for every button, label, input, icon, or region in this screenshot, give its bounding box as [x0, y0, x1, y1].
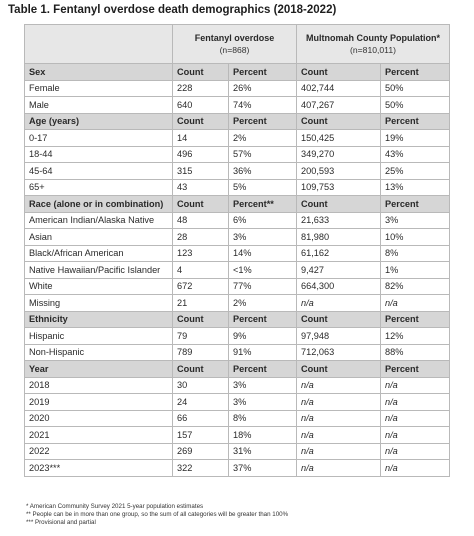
- value-cell: 21: [173, 295, 229, 312]
- value-cell: 407,267: [297, 97, 381, 114]
- section-header-row: [25, 311, 450, 328]
- section-header-row: [25, 64, 450, 81]
- table-body: [25, 25, 450, 477]
- value-cell: 57%: [229, 146, 297, 163]
- section-column-header: Count: [297, 311, 381, 328]
- section-header-row: [25, 361, 450, 378]
- value-cell: 2%: [229, 295, 297, 312]
- value-cell: 200,593: [297, 163, 381, 180]
- section-label: Year: [25, 361, 173, 378]
- footnote: * American Community Survey 2021 5-year population estimates: [26, 503, 204, 510]
- section-label: Race (alone or in combination): [25, 196, 173, 213]
- table-row: [25, 328, 450, 345]
- value-cell: 349,270: [297, 146, 381, 163]
- row-label-cell: Asian: [25, 229, 173, 246]
- value-cell: 269: [173, 443, 229, 460]
- section-label: Age (years): [25, 113, 173, 130]
- value-cell: 3%: [229, 229, 297, 246]
- value-cell: 28: [173, 229, 229, 246]
- row-label-cell: 2023***: [25, 460, 173, 477]
- value-cell: 36%: [229, 163, 297, 180]
- row-label-cell: American Indian/Alaska Native: [25, 212, 173, 229]
- section-column-header: Percent: [381, 361, 450, 378]
- value-cell: 5%: [229, 179, 297, 196]
- value-cell: n/a: [381, 394, 450, 411]
- value-cell: 30: [173, 377, 229, 394]
- value-cell: n/a: [297, 460, 381, 477]
- value-cell: 25%: [381, 163, 450, 180]
- section-column-header: Percent: [381, 64, 450, 81]
- value-cell: 496: [173, 146, 229, 163]
- section-label: Ethnicity: [25, 311, 173, 328]
- value-cell: 150,425: [297, 130, 381, 147]
- section-column-header: Count: [173, 361, 229, 378]
- value-cell: 8%: [229, 410, 297, 427]
- row-label-cell: Hispanic: [25, 328, 173, 345]
- value-cell: 109,753: [297, 179, 381, 196]
- header-fentanyl-overdose: [173, 25, 297, 64]
- section-column-header: Percent: [229, 64, 297, 81]
- row-label-cell: 18-44: [25, 146, 173, 163]
- value-cell: 61,162: [297, 245, 381, 262]
- value-cell: 97,948: [297, 328, 381, 345]
- row-label-cell: 2018: [25, 377, 173, 394]
- row-label-cell: Native Hawaiian/Pacific Islander: [25, 262, 173, 279]
- header-county-population: [297, 25, 450, 64]
- row-label-cell: 0-17: [25, 130, 173, 147]
- table-row: [25, 245, 450, 262]
- value-cell: 31%: [229, 443, 297, 460]
- value-cell: 21,633: [297, 212, 381, 229]
- section-column-header: Percent: [229, 311, 297, 328]
- row-label-cell: Non-Hispanic: [25, 344, 173, 361]
- value-cell: <1%: [229, 262, 297, 279]
- value-cell: 14: [173, 130, 229, 147]
- value-cell: 712,063: [297, 344, 381, 361]
- value-cell: 26%: [229, 80, 297, 97]
- value-cell: 13%: [381, 179, 450, 196]
- row-label-cell: White: [25, 278, 173, 295]
- section-column-header: Count: [173, 64, 229, 81]
- value-cell: n/a: [297, 377, 381, 394]
- value-cell: 66: [173, 410, 229, 427]
- row-label-cell: 2021: [25, 427, 173, 444]
- section-column-header: Count: [297, 196, 381, 213]
- value-cell: n/a: [297, 410, 381, 427]
- section-column-header: Percent: [381, 196, 450, 213]
- header-fentanyl-title: Fentanyl overdose: [194, 33, 275, 43]
- section-column-header: Percent: [229, 361, 297, 378]
- section-column-header: Percent: [229, 113, 297, 130]
- table-row: [25, 130, 450, 147]
- table-row: [25, 262, 450, 279]
- value-cell: 402,744: [297, 80, 381, 97]
- value-cell: 12%: [381, 328, 450, 345]
- value-cell: 19%: [381, 130, 450, 147]
- table-row: [25, 212, 450, 229]
- value-cell: 315: [173, 163, 229, 180]
- row-label-cell: 65+: [25, 179, 173, 196]
- row-label-cell: 2019: [25, 394, 173, 411]
- table-row: [25, 179, 450, 196]
- value-cell: 2%: [229, 130, 297, 147]
- value-cell: 8%: [381, 245, 450, 262]
- section-column-header: Count: [173, 196, 229, 213]
- table-row: [25, 146, 450, 163]
- row-label-cell: 2022: [25, 443, 173, 460]
- value-cell: n/a: [297, 443, 381, 460]
- value-cell: 77%: [229, 278, 297, 295]
- value-cell: 24: [173, 394, 229, 411]
- footnotes: [26, 503, 288, 528]
- value-cell: 43: [173, 179, 229, 196]
- value-cell: 74%: [229, 97, 297, 114]
- value-cell: n/a: [381, 377, 450, 394]
- value-cell: 79: [173, 328, 229, 345]
- section-column-header: Count: [173, 113, 229, 130]
- value-cell: 88%: [381, 344, 450, 361]
- section-column-header: Percent: [381, 311, 450, 328]
- table-row: [25, 443, 450, 460]
- value-cell: n/a: [381, 295, 450, 312]
- section-label: Sex: [25, 64, 173, 81]
- row-label-cell: Black/African American: [25, 245, 173, 262]
- value-cell: 91%: [229, 344, 297, 361]
- table-row: [25, 427, 450, 444]
- header-county-n: (n=810,011): [350, 45, 396, 55]
- value-cell: n/a: [381, 427, 450, 444]
- section-header-row: [25, 113, 450, 130]
- value-cell: 18%: [229, 427, 297, 444]
- section-column-header: Count: [173, 311, 229, 328]
- value-cell: n/a: [297, 427, 381, 444]
- section-column-header: Percent**: [229, 196, 297, 213]
- table-title: Table 1. Fentanyl overdose death demographics (2018-2022): [8, 4, 337, 16]
- section-column-header: Count: [297, 113, 381, 130]
- value-cell: 50%: [381, 80, 450, 97]
- header-blank-cell: [25, 25, 173, 64]
- row-label-cell: 45-64: [25, 163, 173, 180]
- table-row: [25, 278, 450, 295]
- row-label-cell: Missing: [25, 295, 173, 312]
- footnote: *** Provisional and partial: [26, 519, 96, 527]
- header-fentanyl-n: (n=868): [219, 45, 250, 55]
- demographics-table: [24, 24, 450, 477]
- value-cell: n/a: [381, 460, 450, 477]
- table-row: [25, 344, 450, 361]
- section-column-header: Count: [297, 361, 381, 378]
- value-cell: 10%: [381, 229, 450, 246]
- value-cell: 672: [173, 278, 229, 295]
- section-column-header: Count: [297, 64, 381, 81]
- value-cell: 3%: [229, 394, 297, 411]
- value-cell: 640: [173, 97, 229, 114]
- table-row: [25, 410, 450, 427]
- row-label-cell: Male: [25, 97, 173, 114]
- table-row: [25, 460, 450, 477]
- value-cell: 9,427: [297, 262, 381, 279]
- value-cell: 1%: [381, 262, 450, 279]
- value-cell: 3%: [229, 377, 297, 394]
- value-cell: 81,980: [297, 229, 381, 246]
- section-header-row: [25, 196, 450, 213]
- value-cell: 157: [173, 427, 229, 444]
- header-county-title: Multnomah County Population*: [306, 33, 440, 43]
- value-cell: 82%: [381, 278, 450, 295]
- value-cell: 43%: [381, 146, 450, 163]
- value-cell: 4: [173, 262, 229, 279]
- value-cell: 50%: [381, 97, 450, 114]
- section-column-header: Percent: [381, 113, 450, 130]
- table-row: [25, 295, 450, 312]
- row-label-cell: 2020: [25, 410, 173, 427]
- value-cell: 37%: [229, 460, 297, 477]
- value-cell: 48: [173, 212, 229, 229]
- table-row: [25, 394, 450, 411]
- value-cell: 228: [173, 80, 229, 97]
- value-cell: 14%: [229, 245, 297, 262]
- value-cell: 322: [173, 460, 229, 477]
- table-row: [25, 97, 450, 114]
- value-cell: 6%: [229, 212, 297, 229]
- value-cell: n/a: [297, 394, 381, 411]
- value-cell: n/a: [381, 410, 450, 427]
- footnote: ** People can be in more than one group, so the sum of all categories will be greater than 100%: [26, 511, 289, 519]
- table-row: [25, 80, 450, 97]
- value-cell: n/a: [297, 295, 381, 312]
- value-cell: 9%: [229, 328, 297, 345]
- value-cell: 789: [173, 344, 229, 361]
- value-cell: 664,300: [297, 278, 381, 295]
- table-row: [25, 229, 450, 246]
- table-row: [25, 377, 450, 394]
- table-header-row: [25, 25, 450, 64]
- table-row: [25, 163, 450, 180]
- value-cell: 3%: [381, 212, 450, 229]
- row-label-cell: Female: [25, 80, 173, 97]
- value-cell: n/a: [381, 443, 450, 460]
- value-cell: 123: [173, 245, 229, 262]
